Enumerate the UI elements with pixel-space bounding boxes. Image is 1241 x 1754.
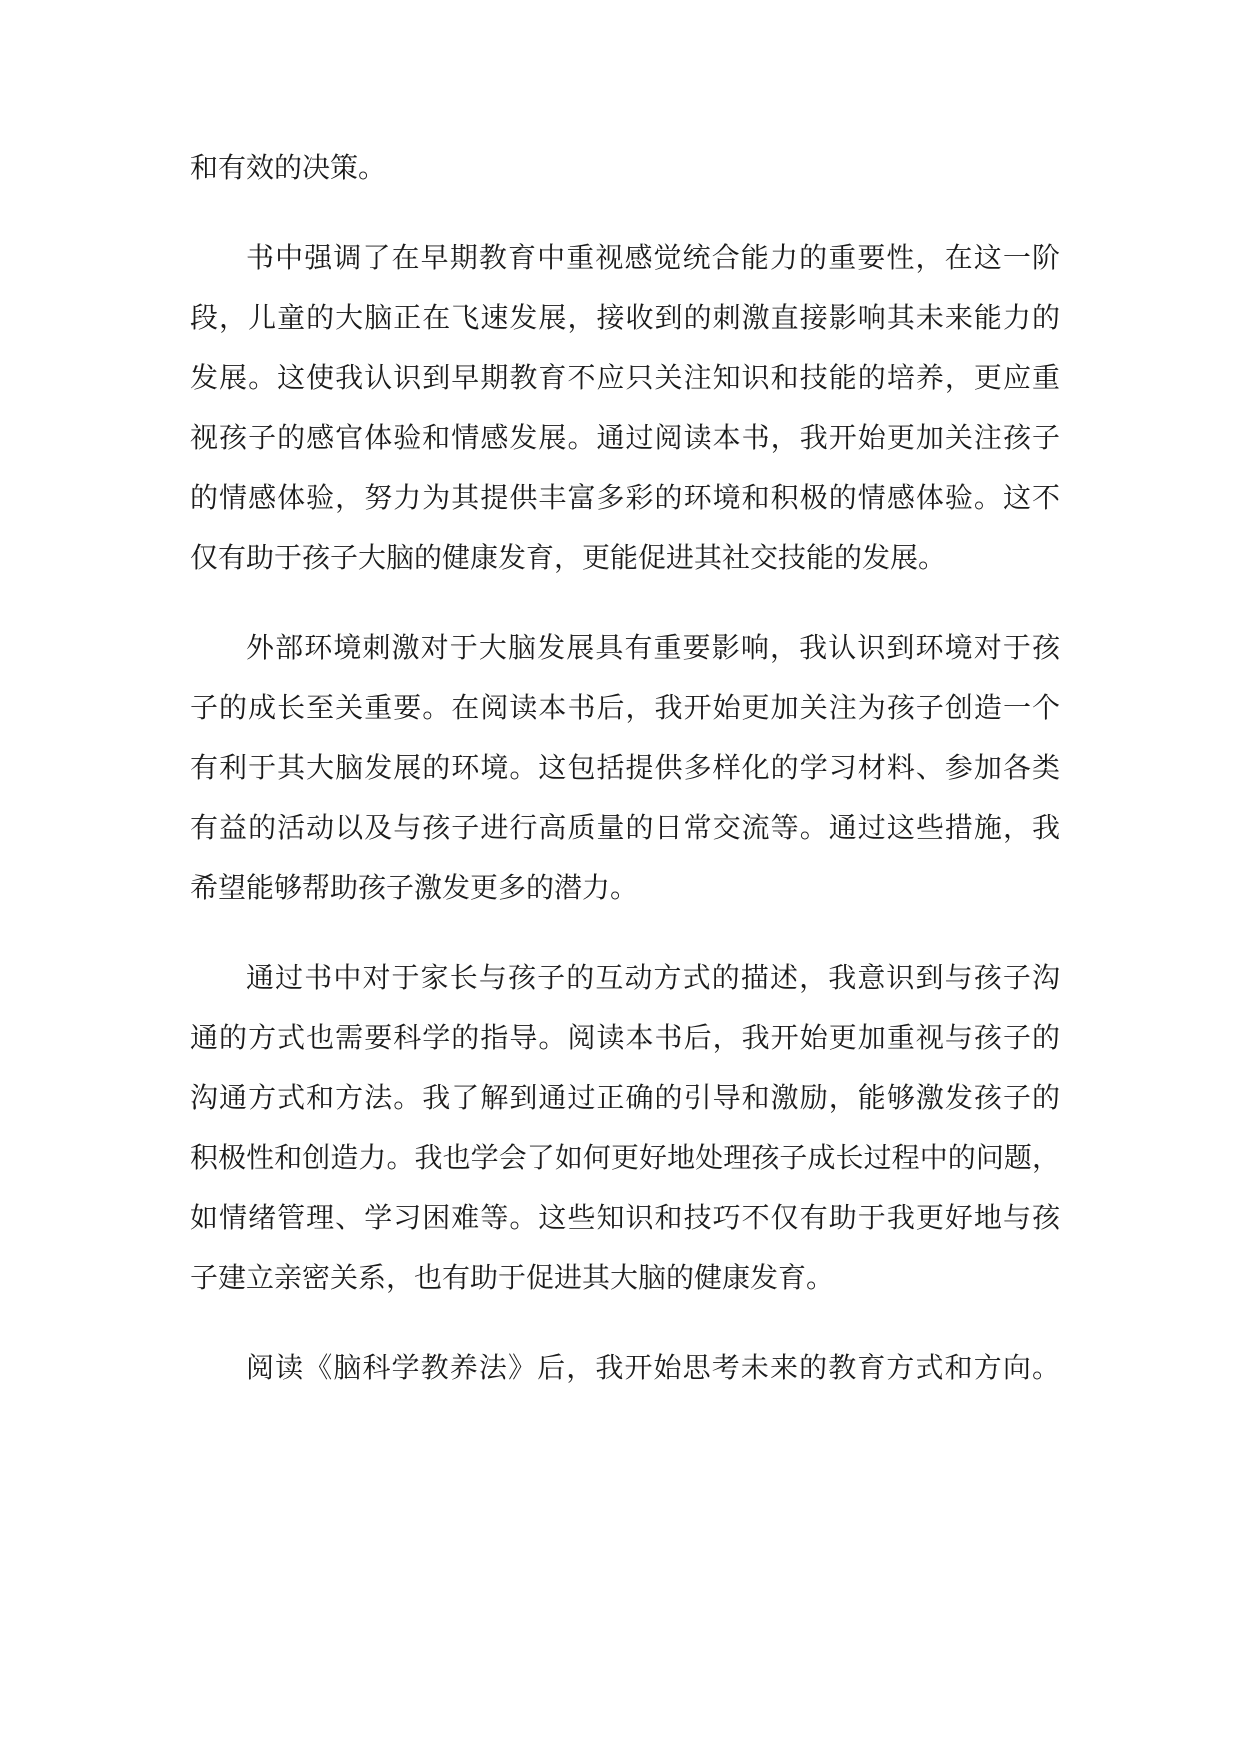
- text-line: 和有效的决策。: [190, 151, 387, 184]
- text-line: 子建立亲密关系，也有助于促进其大脑的健康发育。: [190, 1261, 835, 1294]
- paragraph: [190, 618, 1060, 918]
- paragraph: [190, 228, 1060, 588]
- paragraph: [190, 1338, 1060, 1398]
- paragraph: [190, 948, 1060, 1308]
- text-line: 有利于其大脑发展的环境。这包括提供多样化的学习材料、参加各类: [190, 751, 1060, 784]
- text-line: 视孩子的感官体验和情感发展。通过阅读本书，我开始更加关注孩子: [190, 421, 1060, 454]
- text-line: 如情绪管理、学习困难等。这些知识和技巧不仅有助于我更好地与孩: [190, 1201, 1060, 1234]
- text-line: 子的成长至关重要。在阅读本书后，我开始更加关注为孩子创造一个: [190, 691, 1060, 724]
- text-line: 阅读《脑科学教养法》后，我开始思考未来的教育方式和方向。: [246, 1351, 1060, 1384]
- text-line: 外部环境刺激对于大脑发展具有重要影响，我认识到环境对于孩: [246, 631, 1060, 664]
- text-line: 通过书中对于家长与孩子的互动方式的描述，我意识到与孩子沟: [246, 961, 1060, 994]
- text-line: 希望能够帮助孩子激发更多的潜力。: [190, 871, 639, 904]
- text-line: 段，儿童的大脑正在飞速发展，接收到的刺激直接影响其未来能力的: [190, 301, 1060, 334]
- document-body: [190, 138, 1060, 1398]
- text-line: 书中强调了在早期教育中重视感觉统合能力的重要性，在这一阶: [246, 241, 1060, 274]
- text-line: 仅有助于孩子大脑的健康发育，更能促进其社交技能的发展。: [190, 541, 947, 574]
- text-line: 沟通方式和方法。我了解到通过正确的引导和激励，能够激发孩子的: [190, 1081, 1060, 1114]
- text-line: 有益的活动以及与孩子进行高质量的日常交流等。通过这些措施，我: [190, 811, 1060, 844]
- text-line: 发展。这使我认识到早期教育不应只关注知识和技能的培养，更应重: [190, 361, 1060, 394]
- paragraph: [190, 138, 1060, 198]
- text-line: 通的方式也需要科学的指导。阅读本书后，我开始更加重视与孩子的: [190, 1021, 1060, 1054]
- text-line: 积极性和创造力。我也学会了如何更好地处理孩子成长过程中的问题，: [190, 1141, 1060, 1174]
- text-line: 的情感体验，努力为其提供丰富多彩的环境和积极的情感体验。这不: [190, 481, 1060, 514]
